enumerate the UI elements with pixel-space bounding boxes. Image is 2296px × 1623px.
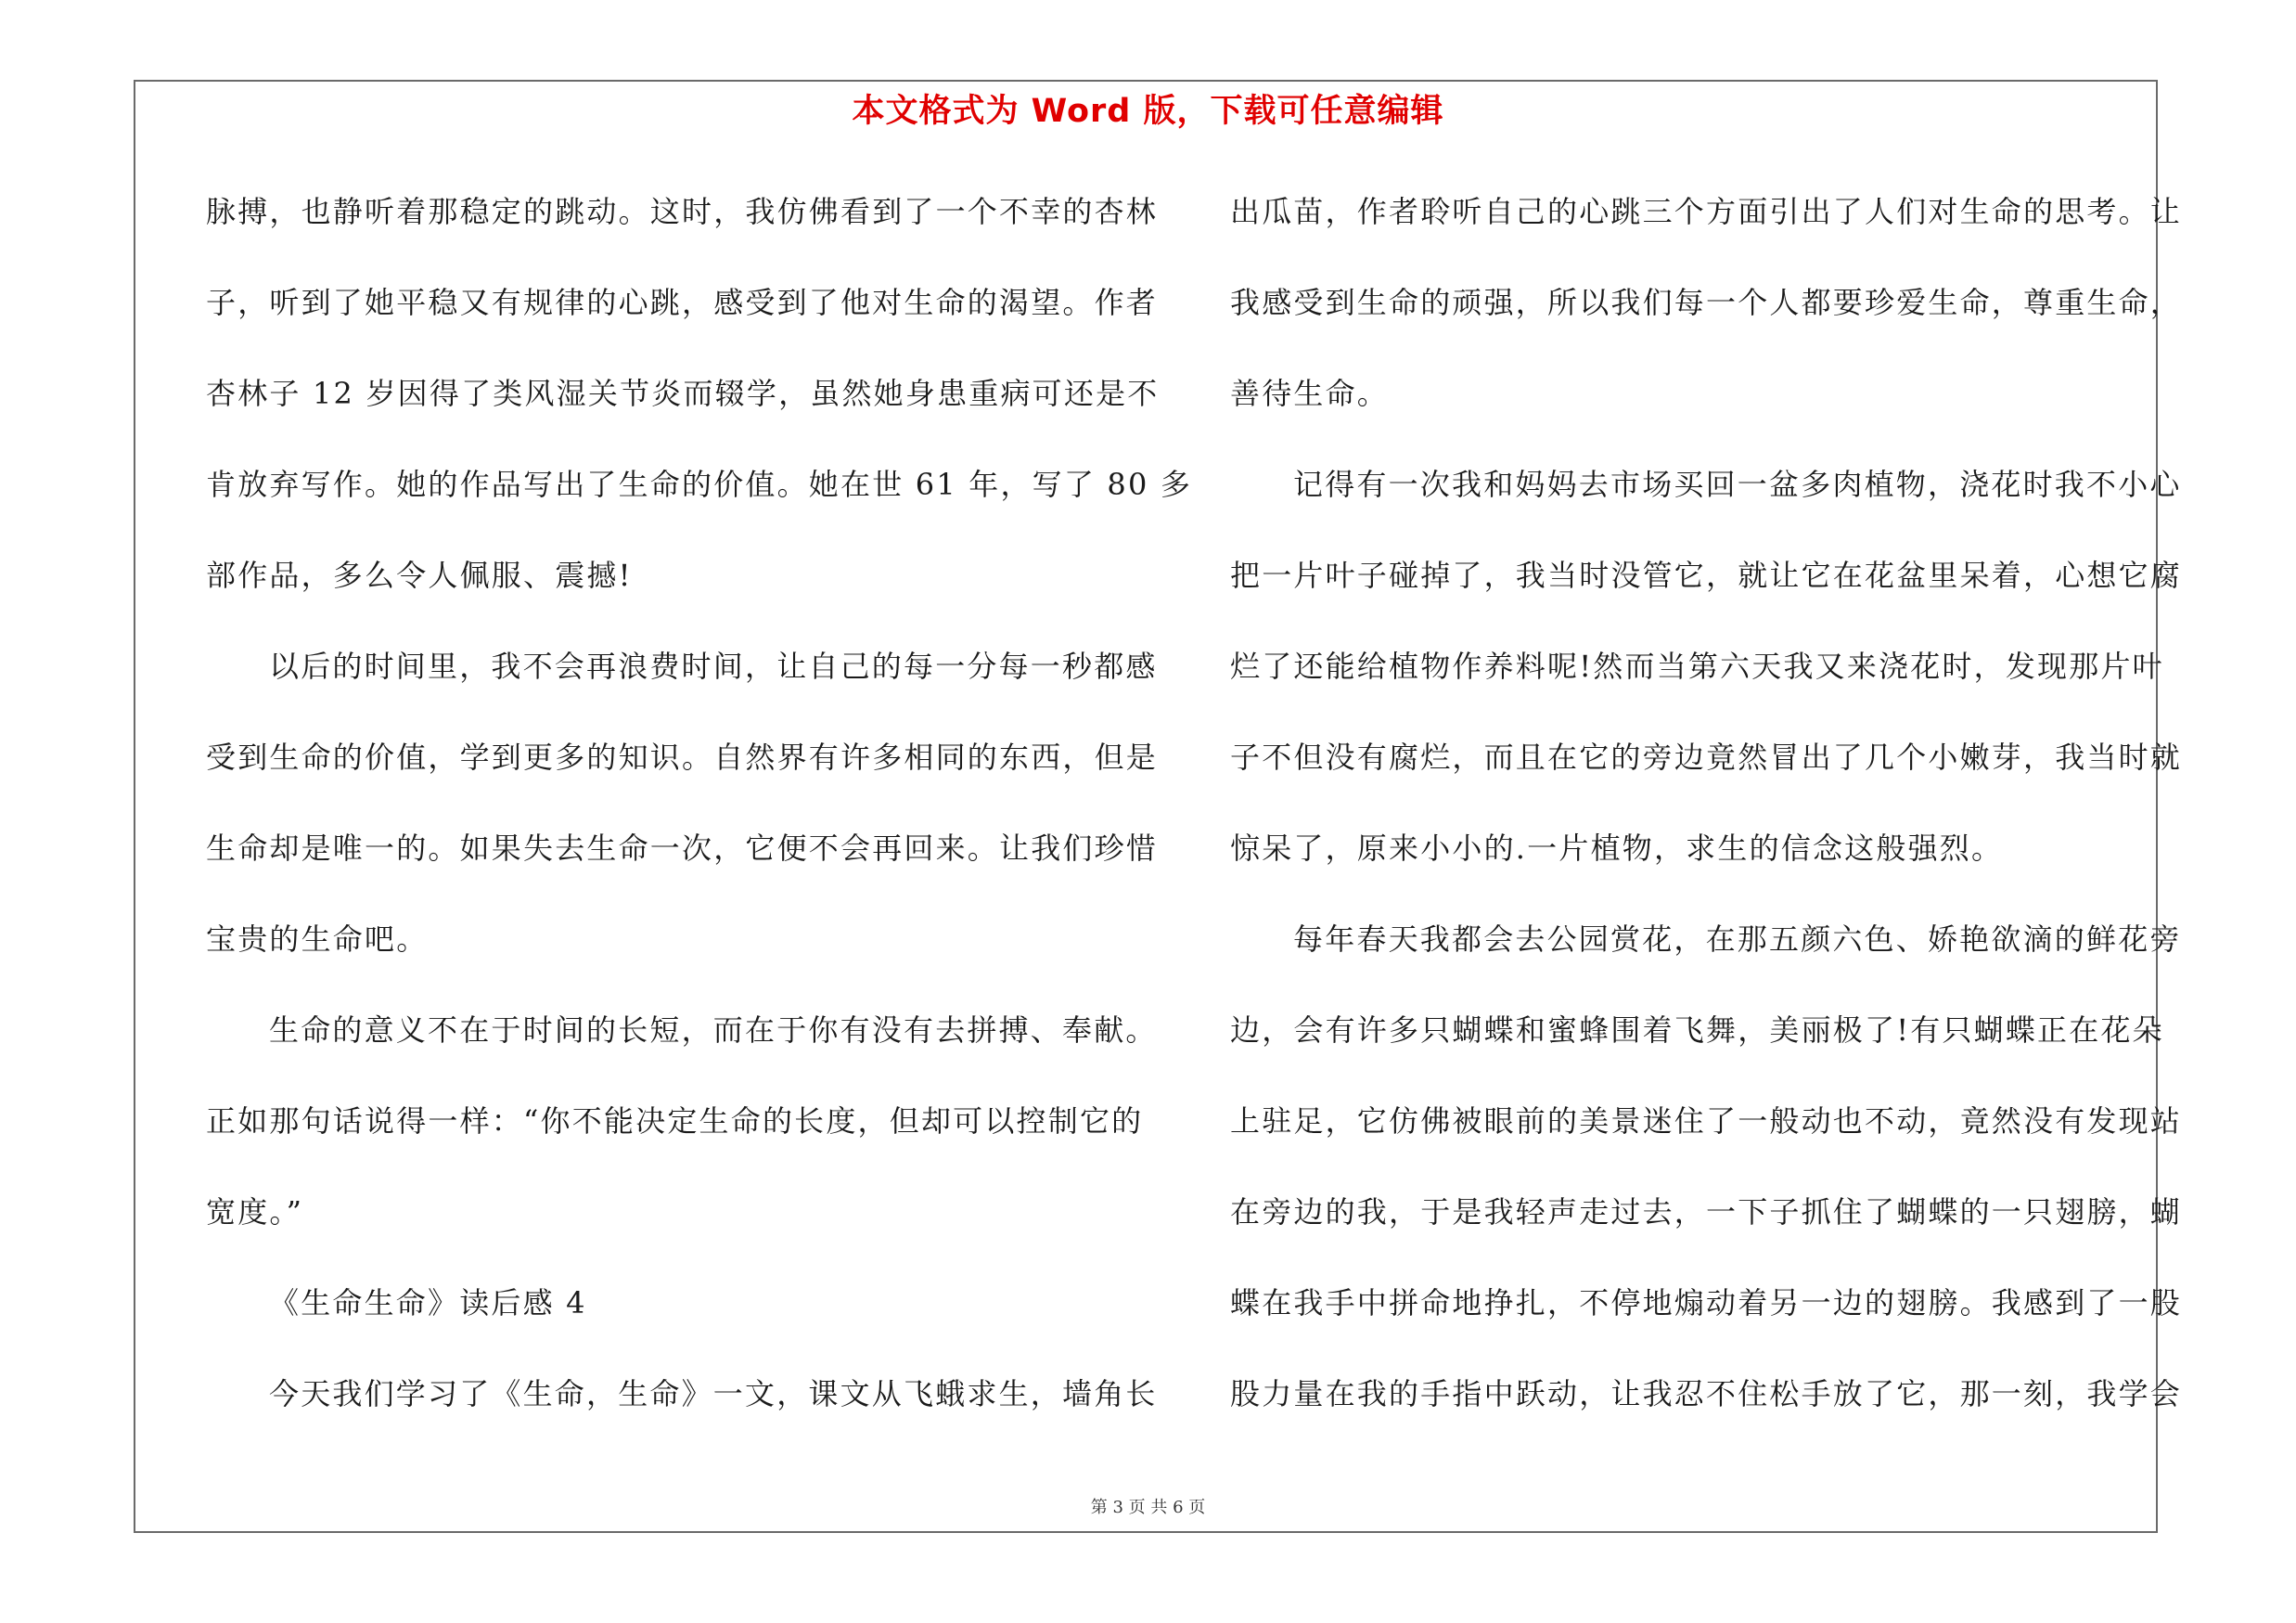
text-line: 股力量在我的手指中跃动，让我忍不住松手放了它，那一刻，我学会: [1230, 1376, 2183, 1411]
left-text-column: [206, 184, 1193, 1457]
text-line: 子不但没有腐烂，而且在它的旁边竟然冒出了几个小嫩芽，我当时就: [1230, 740, 2183, 775]
text-line: 善待生命。: [1230, 376, 1390, 411]
text-line: 上驻足，它仿佛被眼前的美景迷住了一般动也不动，竟然没有发现站: [1230, 1103, 2183, 1139]
text-line: 出瓜苗，作者聆听自己的心跳三个方面引出了人们对生命的思考。让: [1230, 194, 2183, 229]
right-text-column: [1230, 184, 2183, 1457]
text-line: 以后的时间里，我不会再浪费时间，让自己的每一分每一秒都感: [269, 649, 1158, 684]
text-line: 我感受到生命的顽强，所以我们每一个人都要珍爱生命，尊重生命，: [1230, 285, 2183, 320]
text-line: 边，会有许多只蝴蝶和蜜蜂围着飞舞，美丽极了!有只蝴蝶正在花朵: [1230, 1012, 2164, 1048]
text-line: 惊呆了，原来小小的.一片植物，求生的信念这般强烈。: [1230, 831, 2004, 866]
text-line: 记得有一次我和妈妈去市场买回一盆多肉植物，浇花时我不小心: [1293, 467, 2182, 502]
text-line: 子，听到了她平稳又有规律的心跳，感受到了他对生命的渴望。作者: [206, 285, 1159, 320]
text-line: 蝶在我手中拼命地挣扎，不停地煽动着另一边的翅膀。我感到了一股: [1230, 1285, 2183, 1320]
text-line: 生命的意义不在于时间的长短，而在于你有没有去拼搏、奉献。: [269, 1012, 1158, 1048]
text-line: 部作品，多么令人佩服、震撼!: [206, 558, 633, 593]
text-line: 今天我们学习了《生命，生命》一文，课文从飞蛾求生，墙角长: [269, 1376, 1158, 1411]
text-line: 生命却是唯一的。如果失去生命一次，它便不会再回来。让我们珍惜: [206, 831, 1159, 866]
text-line: 每年春天我都会去公园赏花，在那五颜六色、娇艳欲滴的鲜花旁: [1293, 921, 2182, 957]
text-line: 宝贵的生命吧。: [206, 921, 429, 957]
text-line: 把一片叶子碰掉了，我当时没管它，就让它在花盆里呆着，心想它腐: [1230, 558, 2183, 593]
text-line: 烂了还能给植物作养料呢!然而当第六天我又来浇花时，发现那片叶: [1230, 649, 2164, 684]
page-number-footer: 第 3 页 共 6 页: [1090, 1498, 1206, 1517]
text-line: 受到生命的价值，学到更多的知识。自然界有许多相同的东西，但是: [206, 740, 1159, 775]
document-header-title: 本文格式为 Word 版，下载可任意编辑: [852, 93, 1444, 130]
text-line: 脉搏，也静听着那稳定的跳动。这时，我仿佛看到了一个不幸的杏林: [206, 194, 1159, 229]
text-line: 杏林子 12 岁因得了类风湿关节炎而辍学，虽然她身患重病可还是不: [206, 376, 1160, 411]
text-line: 肯放弃写作。她的作品写出了生命的价值。她在世 61 年，写了 80 多: [206, 467, 1193, 502]
text-line: 在旁边的我，于是我轻声走过去，一下子抓住了蝴蝶的一只翅膀，蝴: [1230, 1194, 2183, 1230]
text-line: 宽度。”: [206, 1194, 304, 1230]
text-line: 正如那句话说得一样：“你不能决定生命的长度，但却可以控制它的: [206, 1103, 1144, 1139]
section-heading: 《生命生命》读后感 4: [269, 1285, 587, 1320]
